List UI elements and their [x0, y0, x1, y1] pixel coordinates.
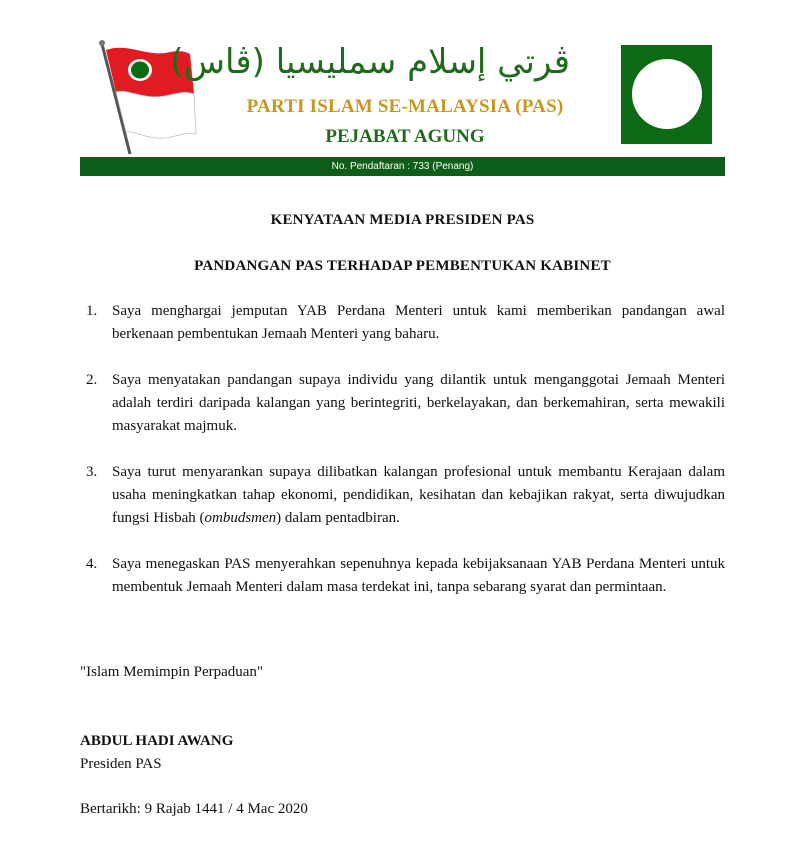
point-number: 2.	[86, 372, 98, 388]
point-text: Saya menyatakan pandangan supaya individu yang dilantik untuk menganggotai Jemaah Menteri adalah terdiri daripada kalangan yang berintegriti, berkelayakan, dan berkemahiran, serta mewakili masyarakat majmuk.	[112, 372, 725, 434]
motto: "Islam Memimpin Perpaduan"	[80, 664, 264, 680]
point-number: 3.	[86, 464, 98, 480]
statement-point	[80, 300, 725, 346]
registration-bar: No. Pendaftaran : 733 (Penang)	[80, 157, 725, 176]
signer-title: Presiden PAS	[80, 756, 162, 772]
point-italic-term: ombudsmen	[204, 510, 277, 526]
full-moon-icon	[632, 59, 702, 129]
statement-point	[80, 461, 725, 530]
statement-points	[80, 300, 725, 599]
statement-point	[80, 369, 725, 438]
letterhead	[0, 0, 801, 180]
point-number: 1.	[86, 303, 98, 319]
arabic-party-title: ڤرتي إسلام سمليسيا (ڤاس)	[170, 42, 570, 82]
date-line: Bertarikh: 9 Rajab 1441 / 4 Mac 2020	[80, 801, 308, 817]
party-name: PARTI ISLAM SE-MALAYSIA (PAS)	[246, 96, 564, 117]
point-text: Saya menegaskan PAS menyerahkan sepenuhnya kepada kebijaksanaan YAB Perdana Menteri untuk membentuk Jemaah Menteri dalam masa terdekat ini, tanpa sebarang syarat dan permintaan.	[112, 556, 725, 595]
document-subheading: PANDANGAN PAS TERHADAP PEMBENTUKAN KABINET	[194, 258, 611, 274]
signer-name: ABDUL HADI AWANG	[80, 733, 234, 749]
statement-point	[80, 553, 725, 599]
pas-emblem-icon	[621, 45, 712, 144]
point-text-end: ) dalam pentadbiran.	[276, 510, 400, 526]
point-number: 4.	[86, 556, 98, 572]
point-text: Saya turut menyarankan supaya dilibatkan kalangan profesional untuk membantu Kerajaan dalam usaha meningkatkan tahap ekonomi, pendidikan, kesihatan dan kebajikan rakyat, serta diwujudkan fungsi Hisbah (	[112, 464, 725, 526]
document-heading: KENYATAAN MEDIA PRESIDEN PAS	[270, 212, 535, 228]
point-text: Saya menghargai jemputan YAB Perdana Menteri untuk kami memberikan pandangan awal berkenaan pembentukan Jemaah Menteri yang baharu.	[112, 303, 725, 342]
office-name: PEJABAT AGUNG	[325, 126, 485, 147]
